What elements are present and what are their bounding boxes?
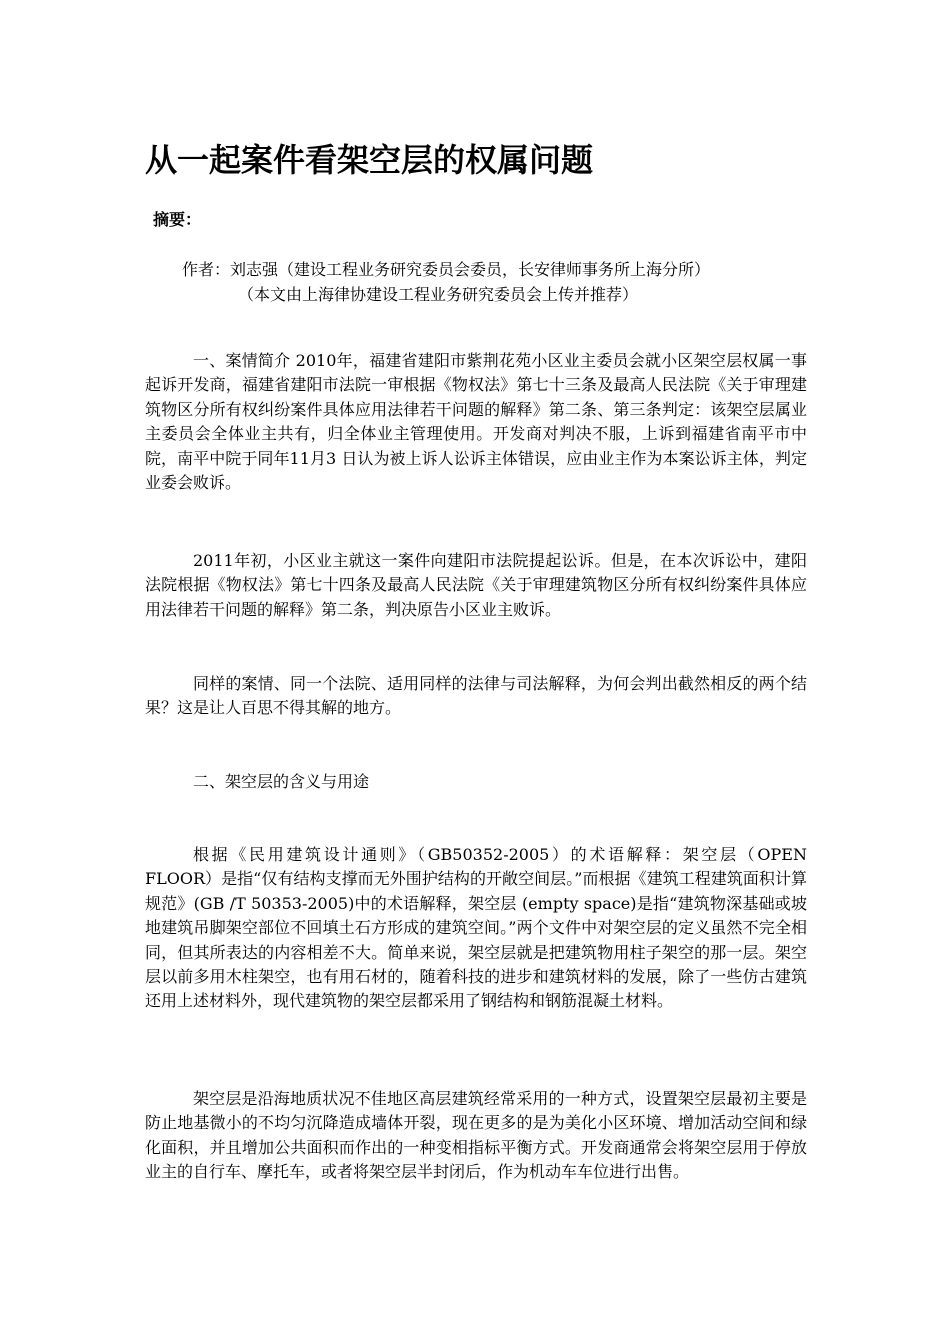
section-heading-definition: 二、架空层的含义与用途	[193, 772, 370, 791]
paragraph-question: 同样的案情、同一个法院、适用同样的法律与司法解释，为何会判出截然相反的两个结果？这是让人百思不得其解的地方。	[145, 674, 807, 718]
paragraph-usage: 架空层是沿海地质状况不佳地区高层建筑经常采用的一种方式，设置架空层最初主要是防止地基微小的不均匀沉降造成墙体开裂，现在更多的是为美化小区环境、增加活动空间和绿化面积，并且增加公共面积而作出的一种变相指标平衡方式。开发商通常会将架空层用于停放业主的自行车、摩托车，或者将架空层半封闭后，作为机动车车位进行出售。	[145, 1089, 807, 1182]
paragraph-second-lawsuit: 2011年初，小区业主就这一案件向建阳市法院提起讼诉。但是，在本次诉讼中，建阳法院根据《物权法》第七十四条及最高人民法院《关于审理建筑物区分所有权纠纷案件具体应用法律若干问题的解释》第二条，判决原告小区业主败诉。	[145, 551, 807, 619]
author-line: 作者：刘志强（建设工程业务研究委员会委员，长安律师事务所上海分所）	[182, 260, 711, 279]
paragraph-case-summary: 一、案情简介 2010年，福建省建阳市紫荆花苑小区业主委员会就小区架空层权属一事起诉开发商，福建省建阳市法院一审根据《物权法》第七十三条及最高人民法院《关于审理建筑物区分所有权纠纷案件具体应用法律若干问题的解释》第二条、第三条判定：该架空层属业主委员会全体业主共有，归全体业主管理使用。开发商对判决不服，上诉到福建省南平市中院，南平中院于同年11月3 日认为被上诉人讼诉主体错误，应由业主作为本案讼诉主体，判定业委会败诉。	[145, 351, 807, 493]
abstract-label: 摘要：	[153, 210, 202, 229]
paragraph-definition: 根据《民用建筑设计通则》（GB50352-2005）的术语解释：架空层（OPEN FLOOR）是指“仅有结构支撑而无外围护结构的开敞空间层。”而根据《建筑工程建筑面积计算规范》(GB /T 50353-2005)中的术语解释，架空层 (empty space)是指“建筑物深基础或坡地建筑吊脚架空部位不回填土石方形成的建筑空间。”两个文件中对架空层的定义虽然不完全相同，但其所表达的内容相差不大。简单来说，架空层就是把建筑物用柱子架空的那一层。架空层以前多用木柱架空，也有用石材的，随着科技的进步和建筑材料的发展，除了一些仿古建筑还用上述材料外，现代建筑物的架空层都采用了钢结构和钢筋混凝土材料。	[145, 845, 807, 1011]
document-title: 从一起案件看架空层的权属问题	[145, 141, 594, 179]
recommendation-note: （本文由上海律协建设工程业务研究委员会上传并推荐）	[238, 285, 639, 304]
